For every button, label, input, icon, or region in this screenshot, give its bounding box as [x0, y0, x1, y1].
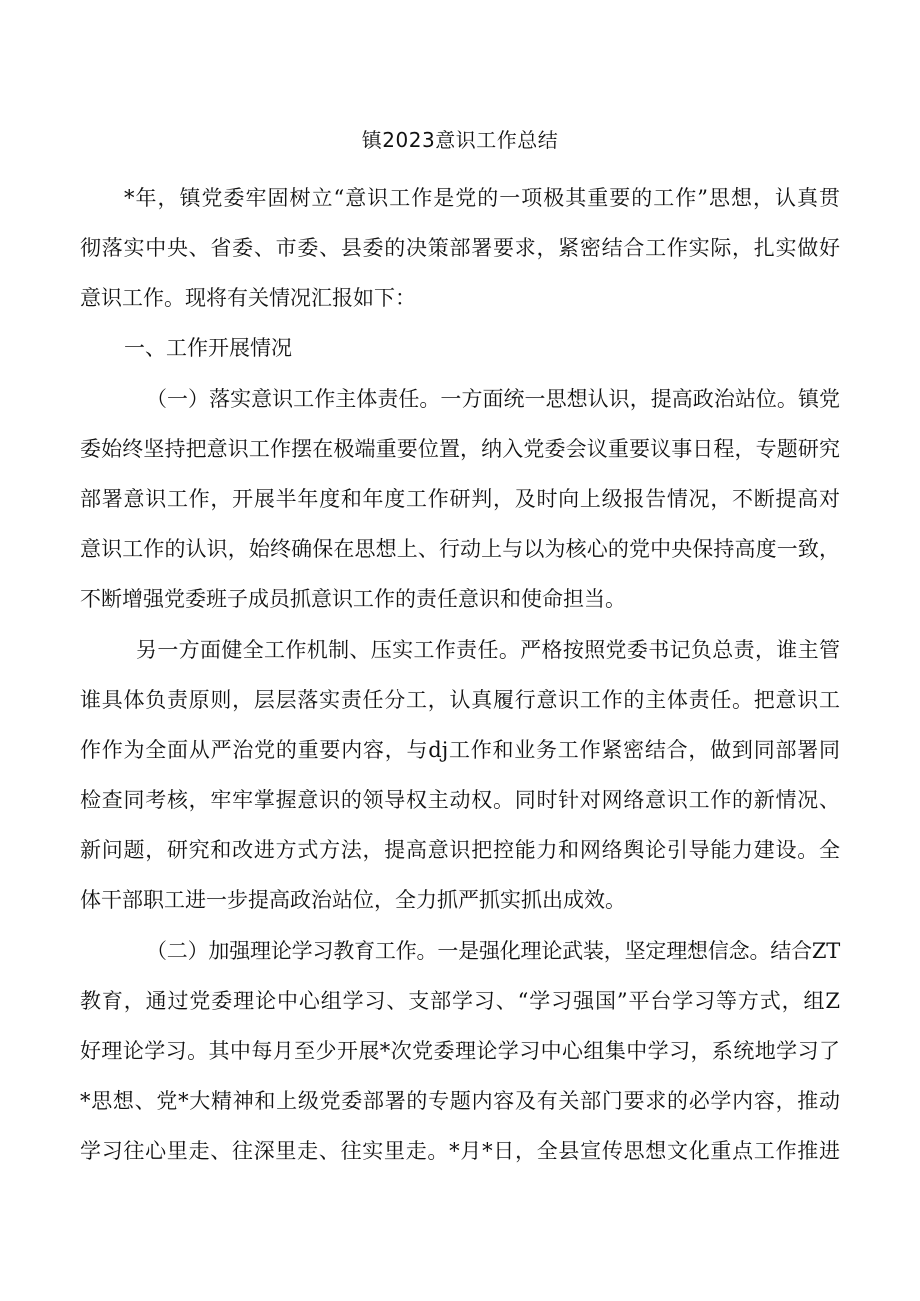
- paragraph-4-line-5: 学习往心里走、往深里走、往实里走。*月*日，全县宣传思想文化重点工作推进: [80, 1139, 840, 1163]
- paragraph-4-line-2: 教育，通过党委理论中心组学习、支部学习、“学习强国”平台学习等方式，组Z: [80, 989, 840, 1013]
- document-title: 镇2023意识工作总结: [361, 128, 559, 152]
- paragraph-4-line-4: *思想、党*大精神和上级党委部署的专题内容及有关部门要求的必学内容，推动: [80, 1089, 840, 1113]
- paragraph-1-line-1: *年，镇党委牢固树立“意识工作是党的一项极其重要的工作”思想，认真贯: [124, 186, 840, 210]
- paragraph-4-line-1: （二）加强理论学习教育工作。一是强化理论武装，坚定理想信念。结合ZT: [146, 939, 840, 963]
- paragraph-3-line-2: 谁具体负责原则，层层落实责任分工，认真履行意识工作的主体责任。把意识工: [80, 688, 840, 712]
- paragraph-3-line-3: 作作为全面从严治党的重要内容，与dj工作和业务工作紧密结合，做到同部署同: [80, 738, 840, 762]
- paragraph-2-line-5: 不断增强党委班子成员抓意识工作的责任意识和使命担当。: [80, 587, 626, 611]
- paragraph-2-line-4: 意识工作的认识，始终确保在思想上、行动上与以为核心的党中央保持高度一致，: [80, 537, 840, 561]
- paragraph-1-line-2: 彻落实中央、省委、市委、县委的决策部署要求，紧密结合工作实际，扎实做好: [80, 236, 840, 260]
- paragraph-1-line-3: 意识工作。现将有关情况汇报如下：: [80, 286, 416, 310]
- paragraph-2-line-1: （一）落实意识工作主体责任。一方面统一思想认识，提高政治站位。镇党: [146, 387, 840, 411]
- paragraph-3-line-1: 另一方面健全工作机制、压实工作责任。严格按照党委书记负总责，谁主管: [136, 638, 840, 662]
- paragraph-2-line-3: 部署意识工作，开展半年度和年度工作研判，及时向上级报告情况，不断提高对: [80, 487, 840, 511]
- paragraph-4-line-3: 好理论学习。其中每月至少开展*次党委理论学习中心组集中学习，系统地学习了: [80, 1039, 840, 1063]
- paragraph-3-line-5: 新问题，研究和改进方式方法，提高意识把控能力和网络舆论引导能力建设。全: [80, 838, 840, 862]
- section-heading: 一、工作开展情况: [124, 336, 292, 360]
- paragraph-3-line-4: 检查同考核，牢牢掌握意识的领导权主动权。同时针对网络意识工作的新情况、: [80, 788, 840, 812]
- paragraph-3-line-6: 体干部职工进一步提高政治站位，全力抓严抓实抓出成效。: [80, 888, 626, 912]
- paragraph-2-line-2: 委始终坚持把意识工作摆在极端重要位置，纳入党委会议重要议事日程，专题研究: [80, 437, 840, 461]
